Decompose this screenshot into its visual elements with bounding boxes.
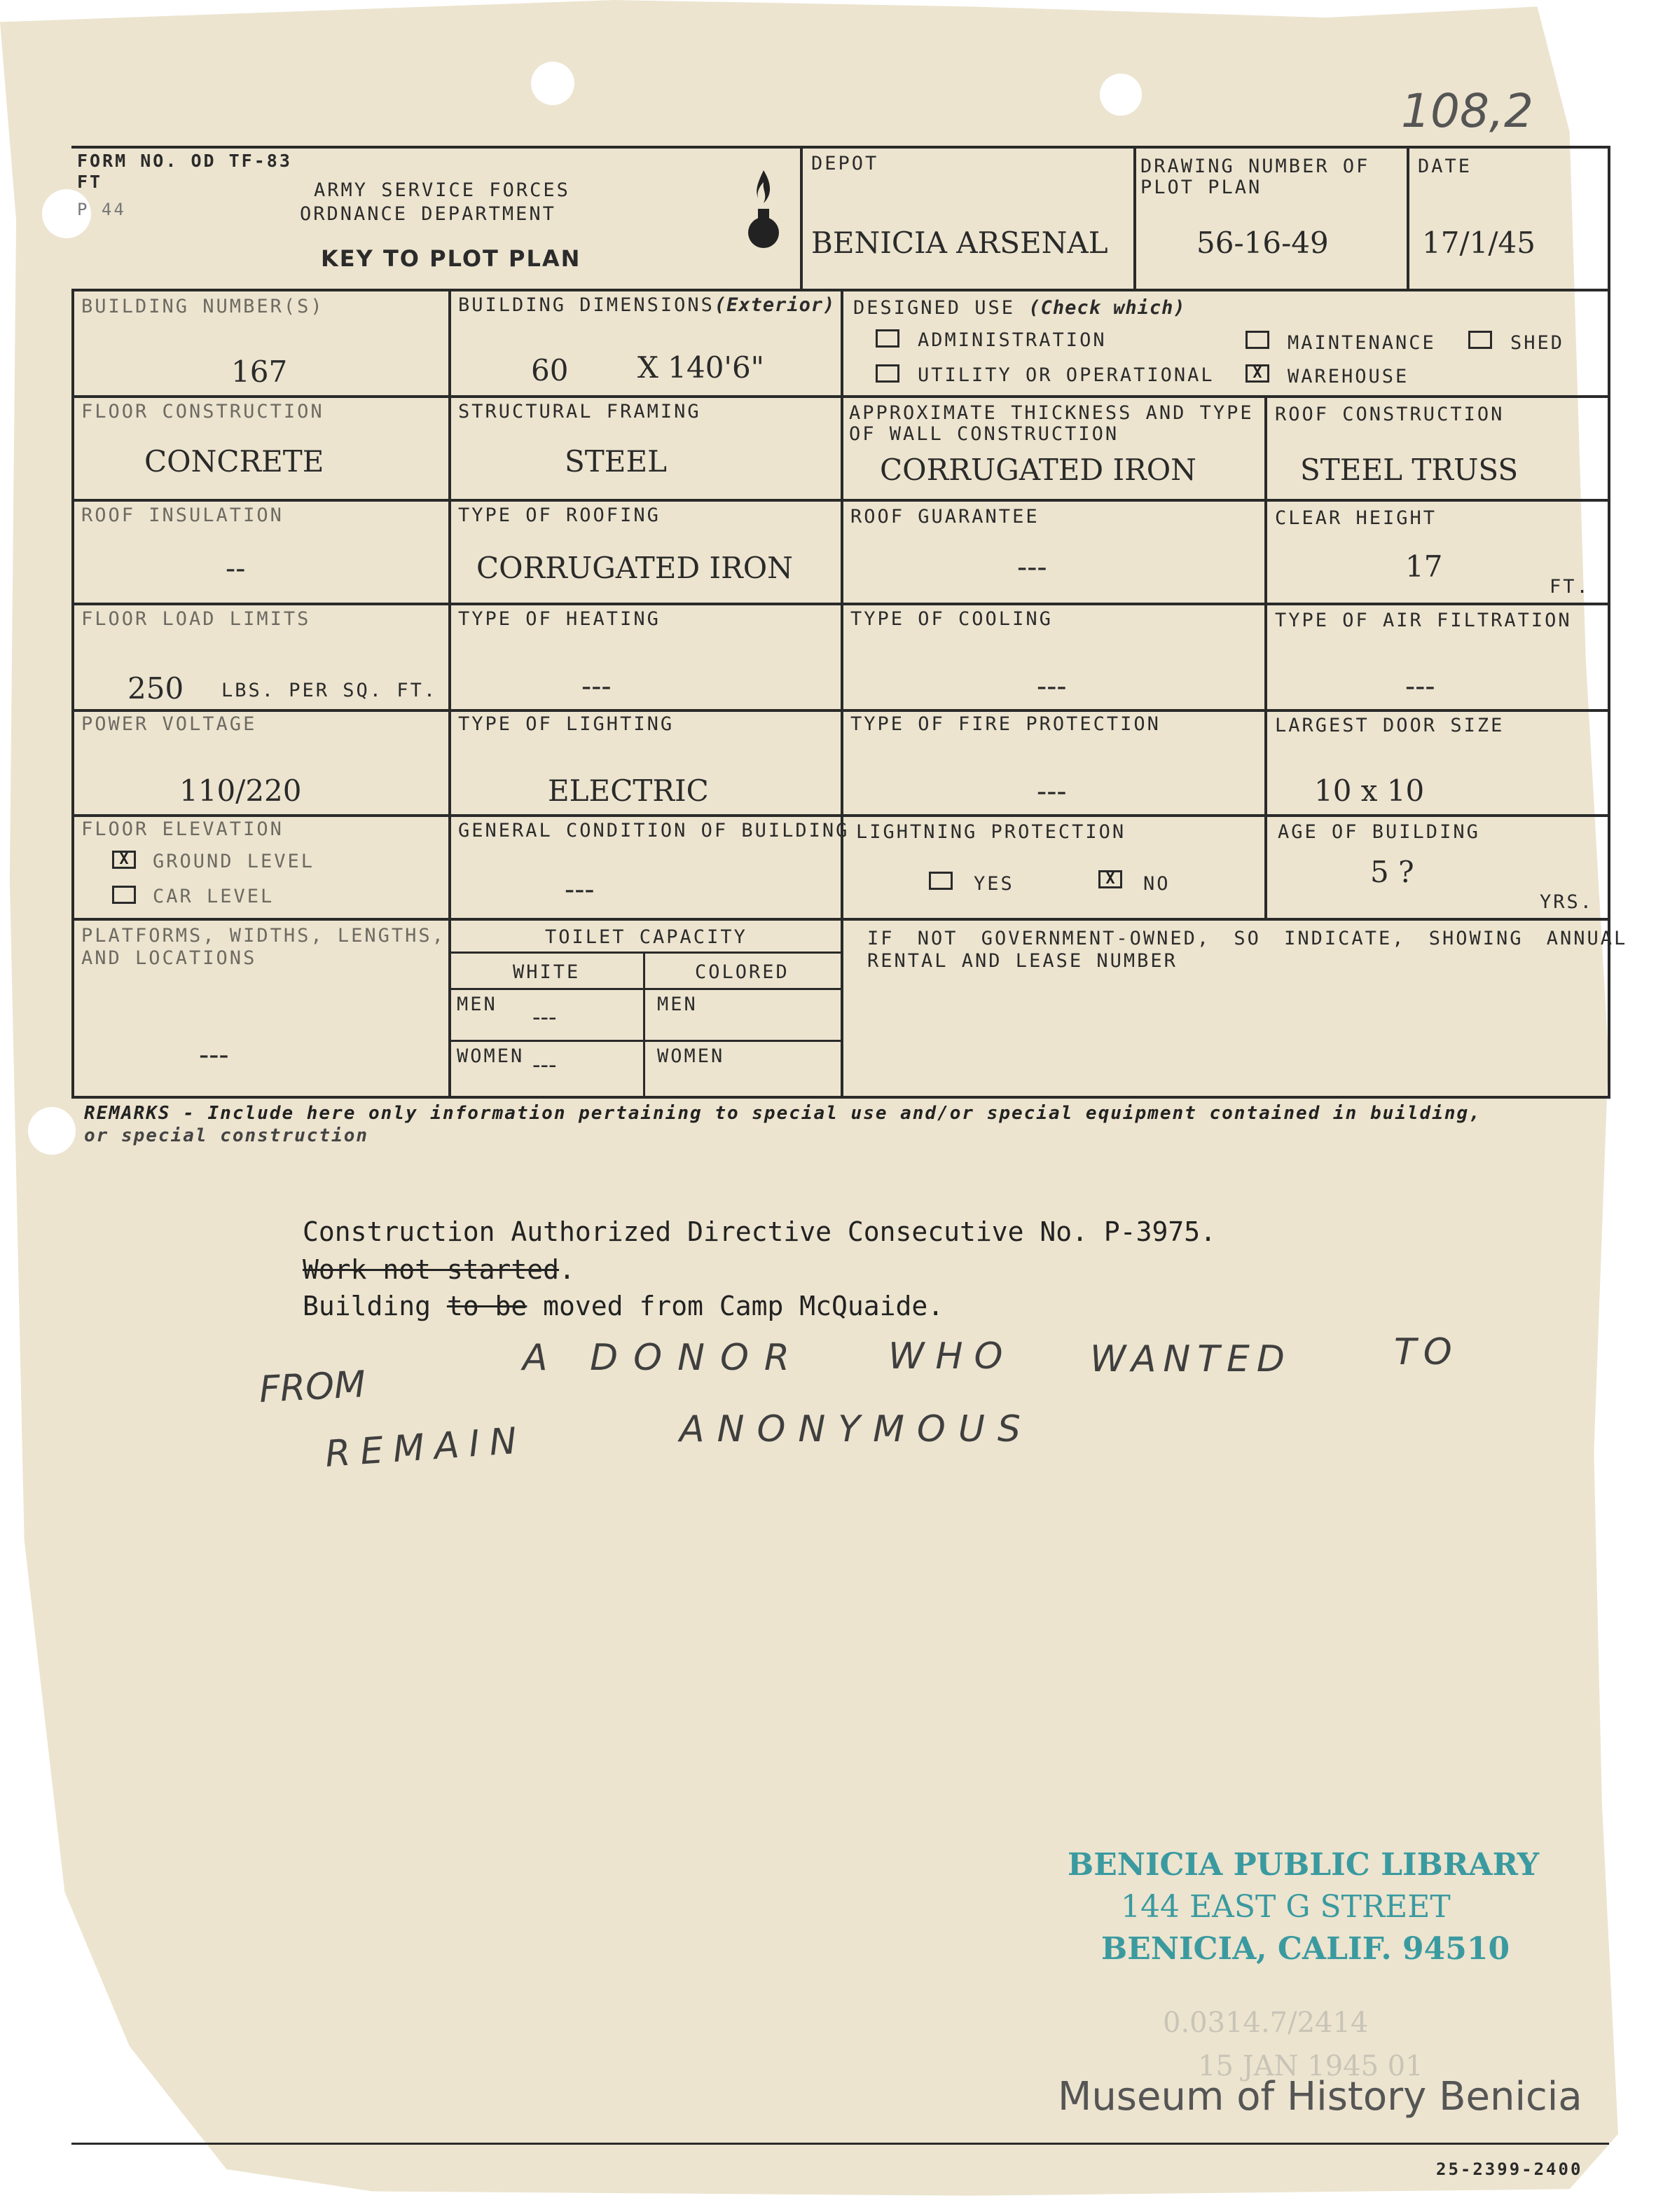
toilet-colored-label: COLORED <box>695 961 789 983</box>
floor-load-unit: LBS. PER SQ. FT. <box>221 680 438 701</box>
ground-level-label: GROUND LEVEL <box>153 851 315 872</box>
lighting-value: ELECTRIC <box>548 774 709 808</box>
fire-protection-value: --- <box>1037 774 1067 808</box>
lightning-yes-label: YES <box>974 873 1014 895</box>
handwritten-remain: REMAIN <box>324 1420 528 1476</box>
checkbox-warehouse[interactable]: X <box>1245 364 1269 383</box>
accession-stamp: 0.0314.7/2414 <box>1163 2007 1369 2039</box>
drawing-number-label-2: PLOT PLAN <box>1140 177 1262 198</box>
toilet-white-label: WHITE <box>513 961 581 983</box>
checkbox-administration[interactable] <box>876 329 899 348</box>
remarks-label-2: or special construction <box>84 1125 369 1146</box>
checkbox-car-level[interactable] <box>112 886 136 904</box>
door-size-value: 10 x 10 <box>1314 774 1425 808</box>
date-label: DATE <box>1418 156 1472 177</box>
library-stamp-name: BENICIA PUBLIC LIBRARY <box>1068 1847 1540 1883</box>
remarks-line-3 <box>303 1291 944 1321</box>
platforms-value: --- <box>199 1037 229 1071</box>
roofing-type-label: TYPE OF ROOFING <box>458 504 661 526</box>
agency-line-2: ORDNANCE DEPARTMENT <box>300 203 556 225</box>
drawing-number-label: DRAWING NUMBER OF <box>1140 156 1370 177</box>
age-label: AGE OF BUILDING <box>1278 821 1480 843</box>
form-number-line3: P 44 <box>77 200 126 219</box>
accession-stamp-date: 15 JAN 1945 01 <box>1198 2050 1423 2082</box>
power-voltage-label: POWER VOLTAGE <box>81 713 257 735</box>
handwritten-anonymous: ANONYMOUS <box>679 1408 1033 1450</box>
remarks-line-3-a: Building <box>303 1291 447 1321</box>
checkbox-utility[interactable] <box>876 364 899 383</box>
footer-form-code: 25-2399-2400 <box>1436 2159 1583 2179</box>
depot-label: DEPOT <box>811 153 879 174</box>
designed-use-note: (Check which) <box>1028 297 1186 319</box>
roof-insulation-label: ROOF INSULATION <box>81 504 284 526</box>
toilet-men-colored-label: MEN <box>657 994 698 1015</box>
clear-height-value: 17 <box>1405 549 1443 584</box>
option-shed: SHED <box>1510 332 1565 354</box>
checkbox-maintenance[interactable] <box>1245 331 1269 349</box>
dimensions-label-text: BUILDING DIMENSIONS <box>458 294 715 316</box>
checkbox-shed[interactable] <box>1468 331 1492 349</box>
roof-guarantee-value: --- <box>1017 549 1047 584</box>
punch-hole <box>531 62 574 105</box>
platforms-label-2: AND LOCATIONS <box>81 947 257 969</box>
platforms-label: PLATFORMS, WIDTHS, LENGTHS, <box>81 925 446 947</box>
wall-construction-value: CORRUGATED IRON <box>880 453 1196 487</box>
wall-construction-label-2: OF WALL CONSTRUCTION <box>849 423 1119 445</box>
dimensions-label <box>458 294 835 317</box>
floor-construction-value: CONCRETE <box>144 444 324 479</box>
option-utility: UTILITY OR OPERATIONAL <box>918 364 1215 386</box>
library-stamp-city: BENICIA, CALIF. 94510 <box>1101 1931 1510 1967</box>
checkbox-lightning-no[interactable]: X <box>1098 870 1122 888</box>
structural-framing-value: STEEL <box>565 444 667 479</box>
option-administration: ADMINISTRATION <box>918 329 1107 351</box>
remarks-line-3-struck: to be <box>446 1291 527 1321</box>
depot-value: BENICIA ARSENAL <box>811 226 1108 260</box>
designed-use-label <box>853 297 1186 320</box>
age-unit: YRS. <box>1540 891 1594 913</box>
cooling-value: --- <box>1037 668 1067 703</box>
heating-value: --- <box>581 668 612 703</box>
remarks-line-2 <box>303 1254 575 1285</box>
option-maintenance: MAINTENANCE <box>1288 332 1436 354</box>
age-value: 5 ? <box>1370 855 1414 889</box>
toilet-women-white-value: --- <box>532 1051 557 1079</box>
designed-use-text: DESIGNED USE <box>853 297 1016 319</box>
checkbox-lightning-yes[interactable] <box>929 872 953 890</box>
library-stamp-street: 144 EAST G STREET <box>1121 1889 1451 1925</box>
lighting-label: TYPE OF LIGHTING <box>458 713 675 735</box>
date-value: 17/1/45 <box>1422 226 1535 260</box>
dimensions-width: 60 <box>531 353 569 387</box>
building-number-label: BUILDING NUMBER(S) <box>81 296 324 317</box>
lightning-protection-label: LIGHTNING PROTECTION <box>856 821 1126 843</box>
lightning-no-label: NO <box>1143 873 1171 895</box>
condition-value: --- <box>565 872 595 906</box>
remarks-line-2-end: . <box>559 1254 575 1285</box>
punch-hole <box>28 1107 76 1155</box>
floor-construction-label: FLOOR CONSTRUCTION <box>81 401 324 423</box>
ordnance-bomb-icon <box>743 167 785 251</box>
form-title: KEY TO PLOT PLAN <box>321 245 581 272</box>
floor-load-value: 250 <box>127 671 184 706</box>
toilet-women-colored-label: WOMEN <box>657 1045 725 1067</box>
air-filtration-label: TYPE OF AIR FILTRATION <box>1275 610 1572 631</box>
car-level-label: CAR LEVEL <box>153 886 275 907</box>
structural-framing-label: STRUCTURAL FRAMING <box>458 401 701 423</box>
power-voltage-value: 110/220 <box>179 774 302 808</box>
toilet-men-white-value: --- <box>532 1003 557 1031</box>
toilet-men-white-label: MEN <box>457 994 497 1015</box>
condition-label: GENERAL CONDITION OF BUILDING <box>458 820 850 841</box>
form-number: FORM NO. OD TF-83 <box>77 151 292 171</box>
remarks-line-3-b: moved from Camp McQuaide. <box>527 1291 944 1321</box>
air-filtration-value: --- <box>1405 668 1435 703</box>
fire-protection-label: TYPE OF FIRE PROTECTION <box>850 713 1161 735</box>
remarks-line-1: Construction Authorized Directive Consecutive No. P-3975. <box>303 1216 1217 1247</box>
drawing-number-value: 56-16-49 <box>1196 226 1329 260</box>
agency-line-1: ARMY SERVICE FORCES <box>314 179 570 201</box>
option-warehouse: WAREHOUSE <box>1288 366 1409 387</box>
handwritten-from: FROM <box>258 1363 367 1411</box>
roof-construction-label: ROOF CONSTRUCTION <box>1275 404 1505 425</box>
clear-height-unit: FT. <box>1550 576 1590 598</box>
remarks-line-2-struck: Work not started <box>303 1254 560 1285</box>
roof-insulation-value: -- <box>226 551 246 585</box>
roof-guarantee-label: ROOF GUARANTEE <box>850 506 1040 528</box>
rental-label-2: RENTAL AND LEASE NUMBER <box>867 950 1178 972</box>
roof-construction-value: STEEL TRUSS <box>1300 453 1519 487</box>
checkbox-ground-level[interactable]: X <box>112 851 136 869</box>
heating-label: TYPE OF HEATING <box>458 608 661 630</box>
handwritten-who: WHO <box>888 1335 1014 1378</box>
floor-elevation-label: FLOOR ELEVATION <box>81 818 284 840</box>
roofing-type-value: CORRUGATED IRON <box>476 551 793 585</box>
handwritten-to: TO <box>1394 1331 1459 1373</box>
pencil-page-note: 108,2 <box>1401 84 1533 138</box>
door-size-label: LARGEST DOOR SIZE <box>1275 715 1505 736</box>
rental-label: IF NOT GOVERNMENT-OWNED, SO INDICATE, SHOWING ANNUAL <box>867 928 1628 949</box>
toilet-women-white-label: WOMEN <box>457 1045 525 1067</box>
form-number-line2: FT <box>77 172 103 192</box>
punch-hole <box>1100 74 1142 116</box>
remarks-label: REMARKS - Include here only information pertaining to special use and/or special equipment contained in building, <box>84 1103 1482 1124</box>
museum-watermark: Museum of History Benicia <box>1058 2074 1582 2120</box>
dimensions-label-note: (Exterior) <box>714 294 836 316</box>
handwritten-wanted: WANTED <box>1090 1338 1292 1380</box>
wall-construction-label: APPROXIMATE THICKNESS AND TYPE <box>849 402 1254 424</box>
handwritten-a-donor: A DONOR <box>523 1337 806 1379</box>
dimensions-length: X 140'6" <box>637 350 765 385</box>
clear-height-label: CLEAR HEIGHT <box>1275 507 1437 529</box>
cooling-label: TYPE OF COOLING <box>850 608 1053 630</box>
toilet-capacity-label: TOILET CAPACITY <box>545 926 747 948</box>
floor-load-label: FLOOR LOAD LIMITS <box>81 608 311 630</box>
building-number-value: 167 <box>231 355 288 389</box>
